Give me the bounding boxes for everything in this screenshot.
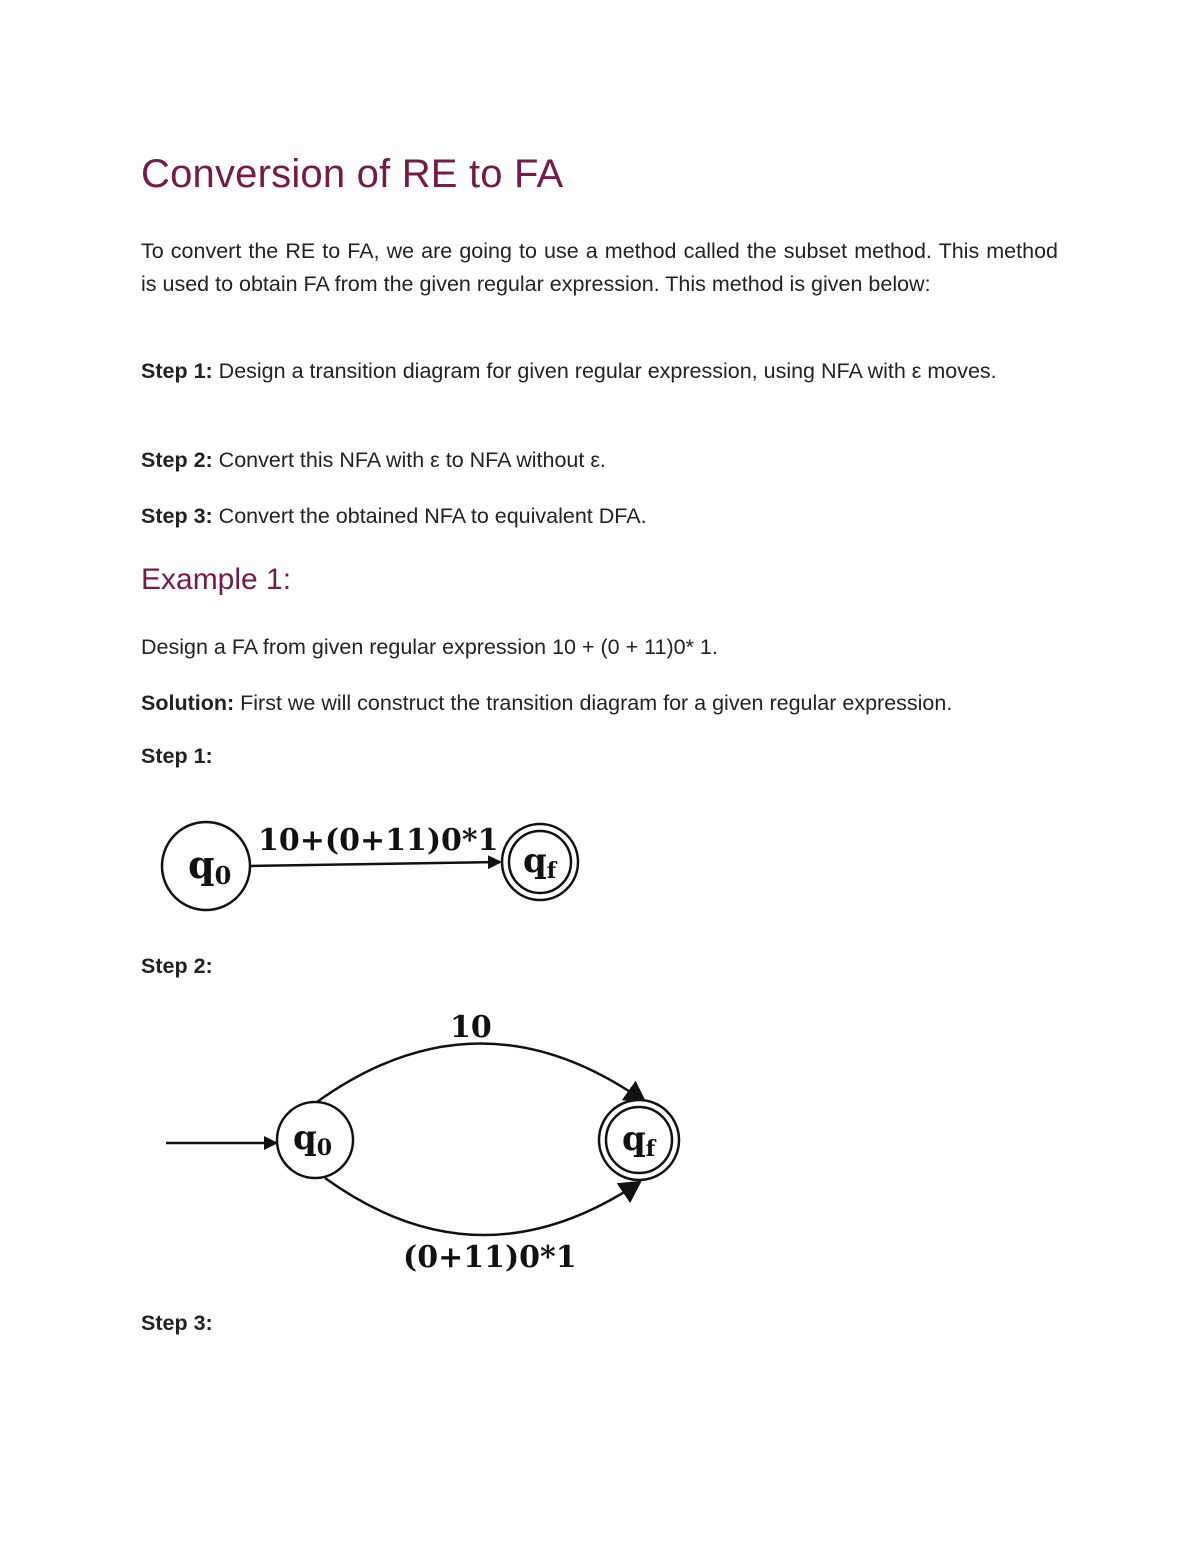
final-state-label: qf	[523, 841, 557, 884]
example-step-3-label: Step 3:	[141, 1311, 213, 1335]
transition-arrow	[250, 862, 500, 866]
top-transition-arrow	[317, 1044, 645, 1103]
solution-label: Solution:	[141, 691, 235, 715]
method-step-1-label: Step 1:	[141, 359, 213, 383]
solution-text: First we will construct the transition diagram for a given regular expression.	[240, 691, 953, 715]
method-step-1	[141, 355, 1058, 388]
transition-label: 10+(0+11)0*1	[258, 823, 499, 858]
intro-paragraph: To convert the RE to FA, we are going to use a method called the subset method. This method is used to obtain FA from the given regular expression. This method is given below:	[141, 239, 1058, 296]
start-state-label: q0	[188, 842, 232, 890]
method-step-2-label: Step 2:	[141, 448, 213, 472]
method-step-2	[141, 444, 1058, 477]
example-heading: Example 1:	[141, 563, 292, 596]
example-step-1-label: Step 1:	[141, 744, 213, 768]
method-step-3-label: Step 3:	[141, 504, 213, 528]
example-step-2-label: Step 2:	[141, 954, 213, 978]
solution-paragraph	[141, 687, 1058, 720]
page-title: Conversion of RE to FA	[141, 152, 564, 196]
method-step-3-text: Convert the obtained NFA to equivalent DFA.	[218, 504, 647, 528]
top-transition-label: 10	[450, 1010, 492, 1045]
final-state-label: qf	[622, 1119, 656, 1162]
method-step-3	[141, 500, 1058, 533]
bottom-transition-arrow	[325, 1178, 640, 1235]
method-step-2-text: Convert this NFA with ε to NFA without ε.	[218, 448, 606, 472]
nfa-diagram-step-2	[160, 1005, 690, 1285]
start-state-label: q0	[293, 1118, 333, 1161]
bottom-transition-label: (0+11)0*1	[403, 1240, 577, 1275]
nfa-diagram-step-1	[150, 810, 590, 920]
method-step-1-text: Design a transition diagram for given regular expression, using NFA with ε moves.	[218, 359, 997, 383]
example-problem: Design a FA from given regular expression 10 + (0 + 11)0* 1.	[141, 635, 718, 659]
